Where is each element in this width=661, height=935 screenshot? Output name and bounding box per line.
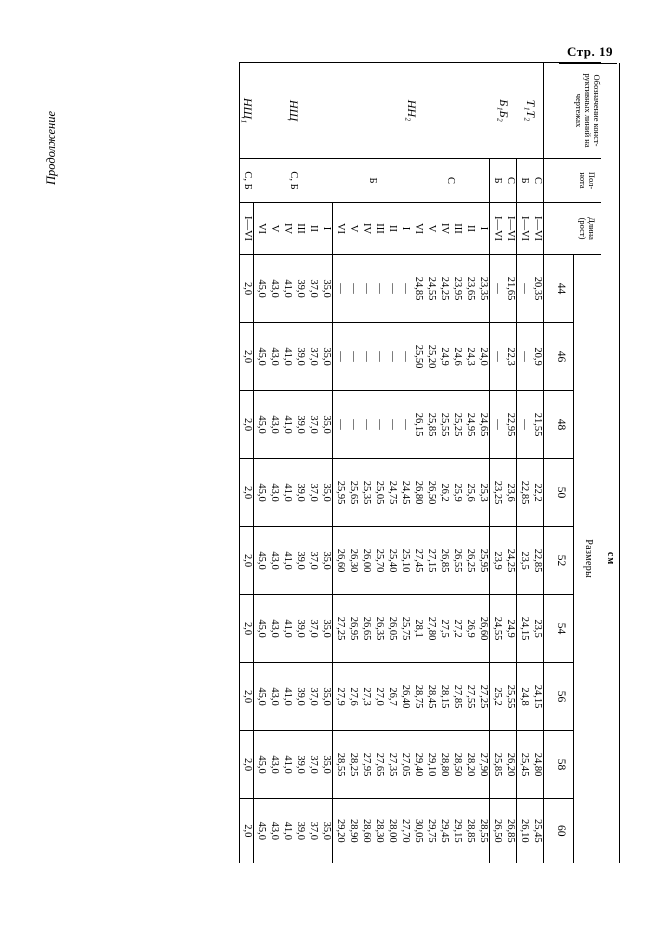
value-cell: 27,5 — [438, 595, 451, 663]
length-cell: I — [320, 203, 334, 255]
value-cell: 27,65 — [373, 731, 386, 799]
value-cell: 28,55 — [477, 799, 491, 863]
value-cell: 2,0 — [240, 255, 254, 323]
value-cell: 37,0 — [307, 527, 320, 595]
value-cell: 25,2 — [490, 663, 504, 731]
value-cell: 45,0 — [254, 459, 268, 527]
value-cell: 37,0 — [307, 595, 320, 663]
header-separator-cell — [544, 323, 548, 391]
value-cell: 27,9 — [333, 663, 347, 731]
value-cell: 45,0 — [254, 391, 268, 459]
header-spacer-4 — [548, 203, 575, 255]
value-cell: 23,5 — [531, 595, 545, 663]
value-cell: 43,0 — [268, 459, 281, 527]
header-separator-cell — [544, 391, 548, 459]
value-cell: 24,9 — [438, 323, 451, 391]
value-cell: 41,0 — [281, 799, 294, 863]
length-cell: I—VI — [490, 203, 504, 255]
value-cell: 26,25 — [464, 527, 477, 595]
value-cell: 26,80 — [412, 459, 425, 527]
value-cell: 45,0 — [254, 663, 268, 731]
header-separator-cell — [544, 731, 548, 799]
value-cell: 24,95 — [464, 391, 477, 459]
header-spacer — [601, 63, 620, 255]
value-cell: 25,55 — [504, 663, 518, 731]
table-region — [60, 62, 620, 862]
value-cell: 43,0 — [268, 279, 280, 298]
value-cell: 23,35 — [477, 276, 489, 301]
value-cell: 27,3 — [360, 663, 373, 731]
value-cell: 23,9 — [490, 527, 504, 595]
value-cell: — — [399, 391, 412, 459]
value-cell: 25,95 — [333, 459, 347, 527]
value-cell: 28,15 — [438, 663, 451, 731]
value-cell: 24,45 — [399, 459, 412, 527]
value-cell: 20,9 — [531, 323, 545, 391]
value-cell: — — [347, 323, 360, 391]
page-number — [567, 44, 613, 60]
value-cell: 25,45 — [531, 799, 545, 863]
value-cell: 27,25 — [333, 595, 347, 663]
length-cell: I—VI — [240, 203, 254, 255]
value-cell: 22,85 — [517, 459, 531, 527]
value-cell: 26,35 — [373, 595, 386, 663]
table-row — [490, 63, 504, 863]
header-separator-cell — [544, 255, 548, 323]
designation-cell: Т₁Т₂ — [517, 63, 544, 159]
value-cell: 24,15 — [531, 663, 545, 731]
value-cell: 28,00 — [386, 799, 399, 863]
value-cell: 39,0 — [294, 527, 307, 595]
fullness-cell: С — [531, 159, 545, 203]
value-cell: 26,85 — [504, 799, 518, 863]
value-cell: 27,25 — [477, 663, 491, 731]
value-cell: 28,30 — [373, 799, 386, 863]
value-cell: 28,85 — [464, 799, 477, 863]
value-cell: 2,0 — [240, 527, 254, 595]
table-row — [477, 63, 491, 863]
fullness-cell: С — [412, 159, 491, 203]
value-cell: 27,15 — [425, 527, 438, 595]
value-cell: 27,80 — [425, 595, 438, 663]
designation-header: Обозначение конст- руктивных линий на чертежах — [574, 63, 601, 159]
header-separator-cell — [544, 527, 548, 595]
value-cell: 26,65 — [360, 595, 373, 663]
value-cell: 26,30 — [347, 527, 360, 595]
size-column-header: 50 — [548, 459, 575, 527]
value-cell: 28,45 — [425, 663, 438, 731]
value-cell: 25,70 — [373, 527, 386, 595]
designation-cell: НЩ — [254, 63, 333, 159]
value-cell: 25,20 — [425, 323, 438, 391]
length-cell: VI — [412, 203, 425, 255]
designation-cell: НН₂ — [333, 63, 490, 159]
value-cell: 22,85 — [531, 527, 545, 595]
value-cell: — — [490, 255, 504, 323]
value-cell: 21,65 — [504, 276, 516, 301]
value-cell: 45,0 — [254, 323, 268, 391]
value-cell: 24,8 — [517, 663, 531, 731]
value-cell: 28,55 — [333, 731, 347, 799]
units-label: см — [601, 255, 620, 863]
value-cell: 27,6 — [347, 663, 360, 731]
size-column-header: 46 — [548, 323, 575, 391]
table-row — [320, 63, 334, 863]
value-cell: 35,0 — [320, 279, 332, 298]
value-cell: 26,15 — [412, 391, 425, 459]
value-cell: 26,40 — [399, 663, 412, 731]
value-cell: 22,3 — [504, 323, 518, 391]
value-cell: 26,05 — [386, 595, 399, 663]
length-cell: I—VI — [504, 203, 518, 255]
value-cell: 26,10 — [517, 799, 531, 863]
header-separator-cell — [544, 203, 548, 255]
value-cell: 24,3 — [464, 323, 477, 391]
value-cell: 27,85 — [451, 663, 464, 731]
value-cell: 28,90 — [347, 799, 360, 863]
value-cell: 21,55 — [531, 391, 545, 459]
value-cell: 41,0 — [281, 279, 293, 298]
value-cell: — — [386, 391, 399, 459]
size-column-header: 44 — [554, 282, 567, 295]
value-cell: — — [490, 323, 504, 391]
value-cell: 27,05 — [399, 731, 412, 799]
header-separator-cell — [544, 459, 548, 527]
value-cell: — — [373, 323, 386, 391]
value-cell: 43,0 — [268, 799, 281, 863]
value-cell: 25,65 — [347, 459, 360, 527]
value-cell: 43,0 — [268, 731, 281, 799]
value-cell: 41,0 — [281, 731, 294, 799]
sizes-header: Размеры — [574, 255, 601, 863]
value-cell: 2,0 — [240, 731, 254, 799]
length-cell: III — [294, 203, 307, 255]
value-cell: 26,20 — [504, 731, 518, 799]
value-cell: 25,3 — [477, 459, 491, 527]
value-cell: 28,80 — [438, 731, 451, 799]
length-cell: I—VI — [531, 203, 545, 255]
value-cell: — — [360, 283, 372, 294]
value-cell: 27,45 — [412, 527, 425, 595]
value-cell: 25,50 — [412, 323, 425, 391]
value-cell: — — [333, 323, 347, 391]
table-header-units-row — [601, 63, 620, 863]
value-cell: 25,75 — [399, 595, 412, 663]
header-separator-cell — [544, 663, 548, 731]
value-cell: — — [347, 391, 360, 459]
value-cell: 39,0 — [294, 323, 307, 391]
value-cell: 26,60 — [477, 595, 491, 663]
length-cell: I — [477, 203, 491, 255]
table-body — [240, 63, 620, 863]
header-separator-cell — [544, 63, 548, 159]
table-row — [531, 63, 545, 863]
value-cell: 25,10 — [399, 527, 412, 595]
value-cell: 35,0 — [320, 663, 334, 731]
length-cell: IV — [438, 203, 451, 255]
length-cell: IV — [360, 203, 373, 255]
value-cell: 43,0 — [268, 323, 281, 391]
value-cell: 27,2 — [451, 595, 464, 663]
value-cell: 37,0 — [307, 323, 320, 391]
value-cell: 29,20 — [333, 799, 347, 863]
value-cell: 41,0 — [281, 595, 294, 663]
value-cell: 25,6 — [464, 459, 477, 527]
value-cell: 26,55 — [451, 527, 464, 595]
fullness-cell: Б — [490, 159, 504, 203]
value-cell: 29,45 — [438, 799, 451, 863]
value-cell: 24,0 — [477, 323, 491, 391]
value-cell: 43,0 — [268, 663, 281, 731]
value-cell: 25,25 — [451, 391, 464, 459]
value-cell: 45,0 — [254, 527, 268, 595]
value-cell: 24,25 — [504, 527, 518, 595]
value-cell: 27,90 — [477, 731, 491, 799]
value-cell: 45,0 — [254, 799, 268, 863]
header-separator-cell — [544, 159, 548, 203]
value-cell: 41,0 — [281, 459, 294, 527]
length-cell: V — [347, 203, 360, 255]
size-column-header: 52 — [548, 527, 575, 595]
value-cell: 41,0 — [281, 527, 294, 595]
size-column-header: 56 — [548, 663, 575, 731]
value-cell: 35,0 — [320, 799, 334, 863]
length-cell: I — [399, 203, 412, 255]
value-cell: — — [333, 255, 347, 323]
value-cell: — — [490, 391, 504, 459]
value-cell: 25,85 — [490, 731, 504, 799]
value-cell: 24,75 — [386, 459, 399, 527]
value-cell: 24,55 — [490, 595, 504, 663]
value-cell: 24,25 — [438, 276, 450, 301]
value-cell: 24,55 — [425, 276, 437, 301]
value-cell: 24,65 — [477, 391, 491, 459]
value-cell: 35,0 — [320, 391, 334, 459]
value-cell: 26,50 — [425, 459, 438, 527]
length-cell: V — [268, 203, 281, 255]
value-cell: 25,95 — [477, 527, 491, 595]
value-cell: 28,25 — [347, 731, 360, 799]
header-spacer-3 — [548, 159, 575, 203]
table-header-sizes-row — [574, 63, 601, 863]
table-row — [399, 63, 412, 863]
value-cell: 2,0 — [240, 459, 254, 527]
value-cell: 20,35 — [531, 276, 543, 301]
length-cell: II — [464, 203, 477, 255]
length-cell: VI — [254, 203, 268, 255]
value-cell: 23,25 — [490, 459, 504, 527]
value-cell: — — [517, 255, 531, 323]
length-cell: III — [373, 203, 386, 255]
value-cell: 27,95 — [360, 731, 373, 799]
value-cell: 30,05 — [412, 799, 425, 863]
value-cell: 24,15 — [517, 595, 531, 663]
value-cell: 25,35 — [360, 459, 373, 527]
page-number-label: Стр. 19 — [567, 44, 613, 59]
length-cell: III — [451, 203, 464, 255]
value-cell: 26,60 — [333, 527, 347, 595]
value-cell: — — [517, 391, 531, 459]
value-cell: 25,85 — [425, 391, 438, 459]
value-cell: 23,5 — [517, 527, 531, 595]
value-cell: 45,0 — [254, 731, 268, 799]
value-cell: 26,00 — [360, 527, 373, 595]
value-cell: 43,0 — [268, 595, 281, 663]
value-cell: — — [360, 323, 373, 391]
value-cell: 39,0 — [294, 459, 307, 527]
value-cell: 2,0 — [240, 391, 254, 459]
fullness-cell: С, Б — [240, 159, 254, 203]
value-cell: 26,2 — [438, 459, 451, 527]
fullness-cell: Б — [333, 159, 412, 203]
value-cell: 2,0 — [240, 323, 254, 391]
value-cell: 37,0 — [307, 731, 320, 799]
value-cell: 24,6 — [451, 323, 464, 391]
value-cell: 23,95 — [451, 276, 463, 301]
value-cell: 25,40 — [386, 527, 399, 595]
value-cell: 37,0 — [307, 279, 319, 298]
value-cell: 26,9 — [464, 595, 477, 663]
value-cell: 25,05 — [373, 459, 386, 527]
value-cell: 27,0 — [373, 663, 386, 731]
value-cell: 35,0 — [320, 595, 334, 663]
value-cell: 41,0 — [281, 663, 294, 731]
header-separator-cell — [544, 595, 548, 663]
value-cell: — — [373, 391, 386, 459]
length-header: Длина (рост) — [574, 203, 601, 255]
header-separator-cell — [544, 799, 548, 863]
value-cell: — — [399, 323, 412, 391]
value-cell: 43,0 — [268, 527, 281, 595]
header-spacer-2 — [548, 63, 575, 159]
value-cell: 41,0 — [281, 323, 294, 391]
fullness-cell: Б — [517, 159, 531, 203]
value-cell: 26,50 — [490, 799, 504, 863]
length-cell: I—VI — [517, 203, 531, 255]
value-cell: — — [517, 323, 531, 391]
length-cell: V — [425, 203, 438, 255]
value-cell: 24,85 — [412, 276, 424, 301]
header-separator-row — [544, 63, 548, 863]
size-column-header: 60 — [548, 799, 575, 863]
continued-caption: Продолжение — [44, 110, 58, 186]
length-cell: II — [307, 203, 320, 255]
value-cell: 26,95 — [347, 595, 360, 663]
value-cell: — — [347, 283, 359, 294]
value-cell: 28,20 — [464, 731, 477, 799]
table-row — [240, 63, 254, 863]
value-cell: 25,45 — [517, 731, 531, 799]
value-cell: 29,75 — [425, 799, 438, 863]
size-column-header: 48 — [548, 391, 575, 459]
table-row — [517, 63, 531, 863]
value-cell: 35,0 — [320, 527, 334, 595]
value-cell: 2,0 — [240, 595, 254, 663]
value-cell: 23,65 — [464, 276, 476, 301]
value-cell: 37,0 — [307, 459, 320, 527]
value-cell: 35,0 — [320, 459, 334, 527]
value-cell: 28,1 — [412, 595, 425, 663]
value-cell: 24,80 — [531, 731, 545, 799]
value-cell: 23,6 — [504, 459, 518, 527]
value-cell: 35,0 — [320, 323, 334, 391]
table-header-size-numbers-row — [548, 63, 575, 863]
value-cell: 27,70 — [399, 799, 412, 863]
length-cell: VI — [333, 203, 347, 255]
length-cell: II — [386, 203, 399, 255]
value-cell: 39,0 — [294, 663, 307, 731]
table-row — [504, 63, 518, 863]
value-cell: 45,0 — [254, 595, 268, 663]
length-cell: IV — [281, 203, 294, 255]
fullness-cell: С — [504, 159, 518, 203]
value-cell: — — [386, 283, 398, 294]
value-cell: 39,0 — [294, 279, 306, 298]
value-cell: 28,50 — [451, 731, 464, 799]
fullness-cell: С, Б — [254, 159, 333, 203]
value-cell: 39,0 — [294, 799, 307, 863]
value-cell: 39,0 — [294, 391, 307, 459]
value-cell: 29,40 — [412, 731, 425, 799]
value-cell: 24,9 — [504, 595, 518, 663]
value-cell: 2,0 — [240, 663, 254, 731]
value-cell: 27,35 — [386, 731, 399, 799]
value-cell: — — [333, 391, 347, 459]
value-cell: 37,0 — [307, 663, 320, 731]
value-cell: 29,15 — [451, 799, 464, 863]
fullness-header: Пол- нота — [574, 159, 601, 203]
value-cell: 45,0 — [254, 255, 268, 323]
value-cell: 25,55 — [438, 391, 451, 459]
value-cell: — — [373, 283, 385, 294]
value-cell: — — [399, 283, 411, 294]
value-cell: 26,7 — [386, 663, 399, 731]
value-cell: 25,9 — [451, 459, 464, 527]
value-cell: 28,75 — [412, 663, 425, 731]
value-cell: 28,60 — [360, 799, 373, 863]
value-cell: — — [360, 391, 373, 459]
value-cell: 41,0 — [281, 391, 294, 459]
designation-cell: НЩ₁ — [240, 63, 254, 159]
value-cell: 37,0 — [307, 799, 320, 863]
value-cell: 37,0 — [307, 391, 320, 459]
value-cell: 35,0 — [320, 731, 334, 799]
size-column-header: 54 — [548, 595, 575, 663]
value-cell: — — [386, 323, 399, 391]
size-column-header: 58 — [548, 731, 575, 799]
value-cell: 43,0 — [268, 391, 281, 459]
value-cell: 26,85 — [438, 527, 451, 595]
value-cell: 2,0 — [240, 799, 254, 863]
value-cell: 29,10 — [425, 731, 438, 799]
designation-cell: Б₁Б₂ — [490, 63, 517, 159]
value-cell: 27,55 — [464, 663, 477, 731]
value-cell: 39,0 — [294, 595, 307, 663]
value-cell: 22,2 — [531, 459, 545, 527]
measurements-table — [240, 62, 621, 863]
value-cell: 39,0 — [294, 731, 307, 799]
value-cell: 22,95 — [504, 391, 518, 459]
